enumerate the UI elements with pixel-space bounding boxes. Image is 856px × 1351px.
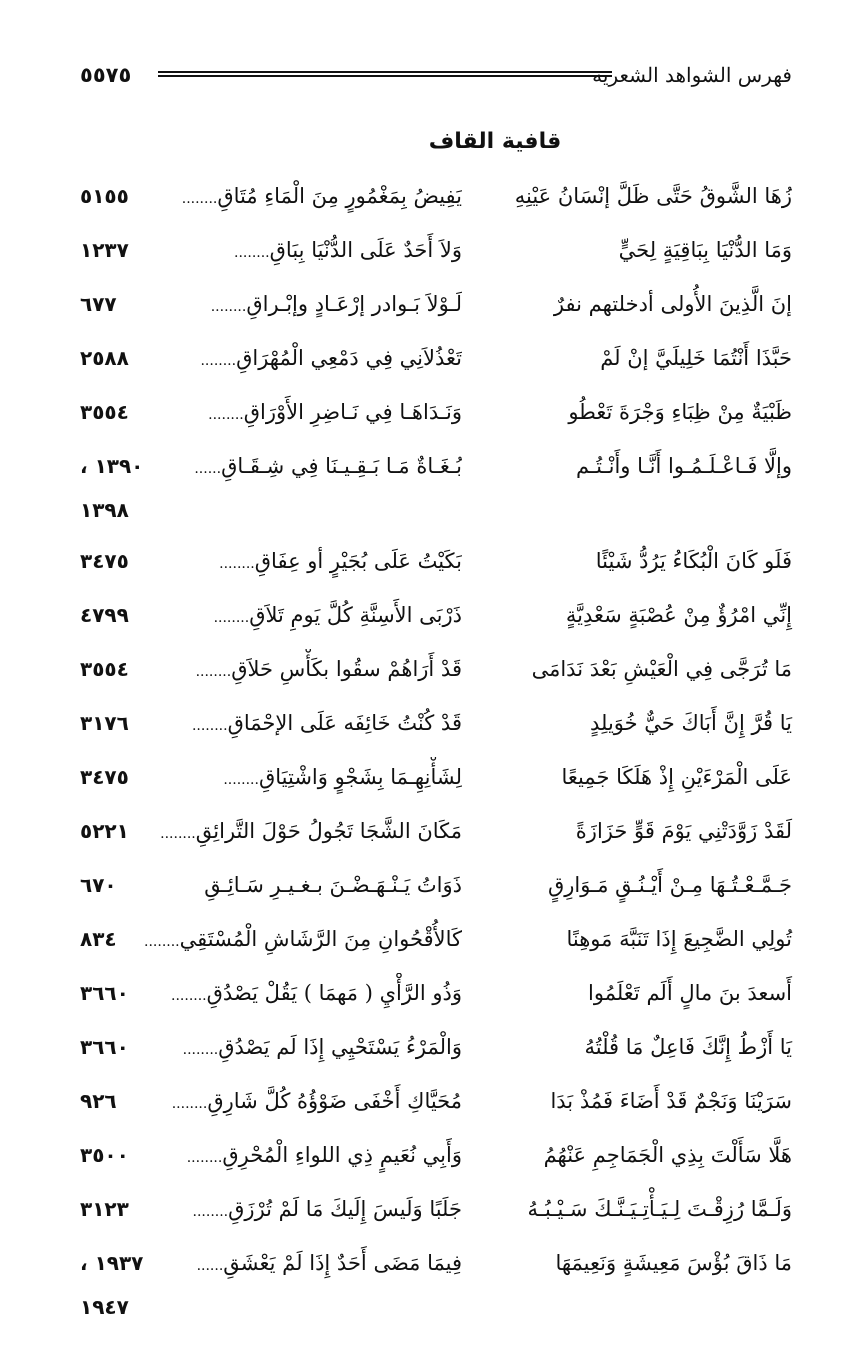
reference-number: ٣١٧٦ [80, 711, 129, 735]
verse-row [80, 703, 792, 757]
reference-number: ٣١٢٣ [80, 1197, 129, 1221]
verse-first-hemistich: إنَ الَّذِينَ الأُولى أدخلتهم نفرٌ [553, 292, 792, 316]
verse-first-hemistich: ظَبْيَةٌ مِنْ ظِبَاءِ وَجْرَةَ تَعْطُو [568, 400, 792, 424]
second-hemistich-text: جَلَبًا وَلَيسَ إِلَيكَ مَا لَمْ تُرْزَقِ [228, 1197, 462, 1221]
second-hemistich-text: بَكَيْتُ عَلَى بُجَيْرٍ أو عِفَاقِ [254, 549, 462, 573]
verse-first-hemistich: يَا أَزْطُ إِنَّكَ فَاعِلٌ مَا قُلْتُهُ [584, 1035, 792, 1059]
reference-number: ٦٧٧ [80, 292, 117, 316]
verse-row [80, 649, 792, 703]
leader-dots: ........ [210, 299, 247, 315]
verse-row [80, 1135, 792, 1189]
leader-dots: ........ [234, 245, 270, 261]
second-hemistich-text: وَأَبِي نُعَيمٍ ذِي اللواءِ الْمُحْرِقِ [222, 1143, 462, 1167]
section-title: قافية القاف [428, 129, 562, 154]
reference-number: ٩٢٦ [80, 1089, 117, 1113]
verse-first-hemistich: يَا قُرَّ إِنَّ أَبَاكَ حَيٌّ خُوَيلِدٍ [589, 711, 792, 735]
leader-dots: ........ [192, 1204, 229, 1220]
verse-first-hemistich: لَقَدْ زَوَّدَتْنِي يَوْمَ قَوٍّ حَزَازَةً [575, 819, 792, 843]
verse-row [80, 865, 792, 919]
page-header [80, 58, 792, 94]
verse-row [80, 176, 792, 230]
reference-number: ٣٤٧٥ [80, 765, 129, 789]
reference-number: ٨٣٤ [80, 927, 117, 951]
second-hemistich-text: ذَرْبَى الأَسِنَّةِ كُلَّ يَومِ تَلاَقِ [249, 603, 462, 627]
verse-first-hemistich: جَـمَّـعْـتُـهَا مِـنْ أَيْـنُـقٍ مَـوَارِقٍ [547, 873, 792, 897]
verse-first-hemistich: إِنِّي امْرُؤٌ مِنْ عُصْبَةٍ سَعْدِيَّةٍ [565, 603, 792, 627]
leader-dots: ...... [194, 461, 222, 477]
verse-first-hemistich: وإلَّا فَـاعْـلَـمُـوا أَنَّـا وأَنْـتُـم [576, 454, 792, 478]
verse-first-hemistich: عَلَى الْمَرْءَيْنِ إِذْ هَلَكَا جَمِيعًا [561, 765, 792, 789]
leader-dots: ...... [196, 1258, 224, 1274]
second-hemistich-text: وَالْمَرْءُ يَسْتَحْيِي إِذَا لَم يَصْدُقِ [218, 1035, 462, 1059]
reference-number: ١٩٣٧ ، [80, 1251, 144, 1275]
verse-first-hemistich: فَلَو كَانَ الْبُكَاءُ يَرُدُّ شَيْئًا [595, 549, 792, 573]
verse-row [80, 284, 792, 338]
verse-row [80, 973, 792, 1027]
leader-dots: ........ [219, 556, 255, 572]
verse-first-hemistich: هَلَّا سَأَلْتَ بِذِي الْجَمَاجِمِ عَنْهُمُ [543, 1143, 792, 1167]
second-hemistich-text: وَلاَ أَحَدٌ عَلَى الدُّنْيَا بِبَاقِ [269, 238, 462, 262]
running-title: فهرس الشواهد الشعرية [592, 63, 792, 87]
leader-dots: ........ [191, 718, 228, 734]
leader-dots: ........ [171, 1096, 208, 1112]
verse-row [80, 230, 792, 284]
reference-number: ٤٧٩٩ [80, 603, 129, 627]
verse-row [80, 1243, 792, 1338]
leader-dots: ........ [186, 1150, 223, 1166]
verse-row [80, 1189, 792, 1243]
verse-first-hemistich: سَرَيْنَا وَنَجْمٌ قَدْ أَضَاءَ فَمُذْ بَدَا [550, 1089, 792, 1113]
second-hemistich-text: بُـغَـاةٌ مَـا بَـقِـيـنَا فِي شِـقَـاقِ [221, 454, 462, 478]
second-hemistich-text: تَعْذُلاَنِي فِي دَمْعِي الْمُهْرَاقِ [236, 346, 462, 370]
leader-dots: ........ [182, 1042, 219, 1058]
second-hemistich-text: مَكَانَ الشَّجَا تَجُولُ حَوْلَ التَّرائِقِ [195, 819, 462, 843]
verse-row [80, 811, 792, 865]
reference-number: ٥٢٢١ [80, 819, 129, 843]
verse-row [80, 392, 792, 446]
verse-first-hemistich: تُولِي الضَّجِيعَ إِذَا تَنَبَّهَ مَوهِنًا [566, 927, 792, 951]
reference-number-continued: ١٩٤٧ [80, 1295, 129, 1319]
reference-number-continued: ١٣٩٨ [80, 498, 129, 522]
second-hemistich-text: كَالأُقْحُوانِ مِنَ الرَّشَاشِ الْمُسْتَقِي [179, 927, 462, 951]
verse-row [80, 757, 792, 811]
leader-dots: ........ [213, 610, 250, 626]
second-hemistich-text: وَذُو الرَّأْيِ ( مَهمَا ) يَقُلْ يَصْدُقِ [206, 981, 462, 1005]
leader-dots: ........ [171, 988, 207, 1004]
reference-number: ٣٥٥٤ [80, 657, 129, 681]
second-hemistich-text: قَدْ أَرَاهُمْ سقُوا بكَأْسِ حَلاَقِ [231, 657, 462, 681]
reference-number: ٦٧٠ [80, 873, 117, 897]
leader-dots: ........ [144, 934, 180, 950]
reference-number: ٣٥٥٤ [80, 400, 129, 424]
reference-number: ١٢٣٧ [80, 238, 129, 262]
second-hemistich-text: يَفِيضُ بِمَغْمُورٍ مِنَ الْمَاءِ مُتَاقِ [217, 184, 462, 208]
verse-row [80, 338, 792, 392]
verse-row [80, 541, 792, 595]
second-hemistich-text: لَـوْلاَ بَـوادر إرْعَـادٍ وإبْـراقِ [246, 292, 462, 316]
verse-row [80, 595, 792, 649]
verse-row [80, 919, 792, 973]
page-number: ٥٥٧٥ [80, 63, 132, 87]
leader-dots: ........ [195, 664, 232, 680]
header-rule [158, 71, 612, 77]
verse-row [80, 446, 792, 541]
verse-index-list [80, 176, 792, 1338]
verse-first-hemistich: أَسعدَ بنَ مالٍ أَلَم تَعْلَمُوا [588, 981, 792, 1005]
verse-first-hemistich: حَبَّذَا أَنْتُمَا خَلِيلَيَّ إنْ لَمْ [600, 346, 792, 370]
leader-dots: ........ [223, 772, 259, 788]
verse-first-hemistich: مَا ذَاقَ بُؤْسَ مَعِيشَةٍ وَنَعِيمَهَا [555, 1251, 792, 1275]
verse-row [80, 1027, 792, 1081]
reference-number: ٣٦٦٠ [80, 1035, 129, 1059]
second-hemistich-text: قَدْ كُنْتُ خَائِفَه عَلَى الإحْمَاقِ [227, 711, 462, 735]
second-hemistich-text: فِيمَا مَضَى أَحَدٌ إِذَا لَمْ يَعْشَقِ [223, 1251, 462, 1275]
verse-row [80, 1081, 792, 1135]
leader-dots: ........ [208, 407, 244, 423]
verse-first-hemistich: وَلَـمَّا رُزِقْـتَ لِـيَـأْتِـيَـنَّـكَ سَـيْـبُـهُ [527, 1197, 792, 1221]
second-hemistich-text: وَنَـدَاهَـا فِي نَـاضِرِ الأَوْرَاقِ [243, 400, 462, 424]
leader-dots: ........ [181, 191, 218, 207]
leader-dots: ........ [200, 353, 237, 369]
reference-number: ٣٥٠٠ [80, 1143, 129, 1167]
second-hemistich-text: مُحَيَّاكِ أَخْفَى ضَوْؤُهُ كُلَّ شَارِقِ [207, 1089, 462, 1113]
reference-number: ٢٥٨٨ [80, 346, 129, 370]
leader-dots: ........ [160, 826, 196, 842]
verse-first-hemistich: زُهَا الشَّوقُ حَتَّى ظَلَّ إنْسَانُ عَيْنِهِ [514, 184, 792, 208]
second-hemistich-text: لِشَأْنِهِـمَا بِشَجْوٍ وَاشْتِيَاقِ [258, 765, 462, 789]
verse-first-hemistich: وَمَا الدُّنْيَا بِبَاقِيَةٍ لِحَيٍّ [618, 238, 792, 262]
reference-number: ٣٦٦٠ [80, 981, 129, 1005]
verse-first-hemistich: مَا تُرَجَّى فِي الْعَيْشِ بَعْدَ نَدَامَى [531, 657, 792, 681]
reference-number: ٥١٥٥ [80, 184, 129, 208]
second-hemistich-text: ذَوَاتُ يَـنْـهَـضْـنَ بـغـيـرِ سَـائِـقِ [204, 873, 462, 897]
reference-number: ١٣٩٠ ، [80, 454, 144, 478]
reference-number: ٣٤٧٥ [80, 549, 129, 573]
